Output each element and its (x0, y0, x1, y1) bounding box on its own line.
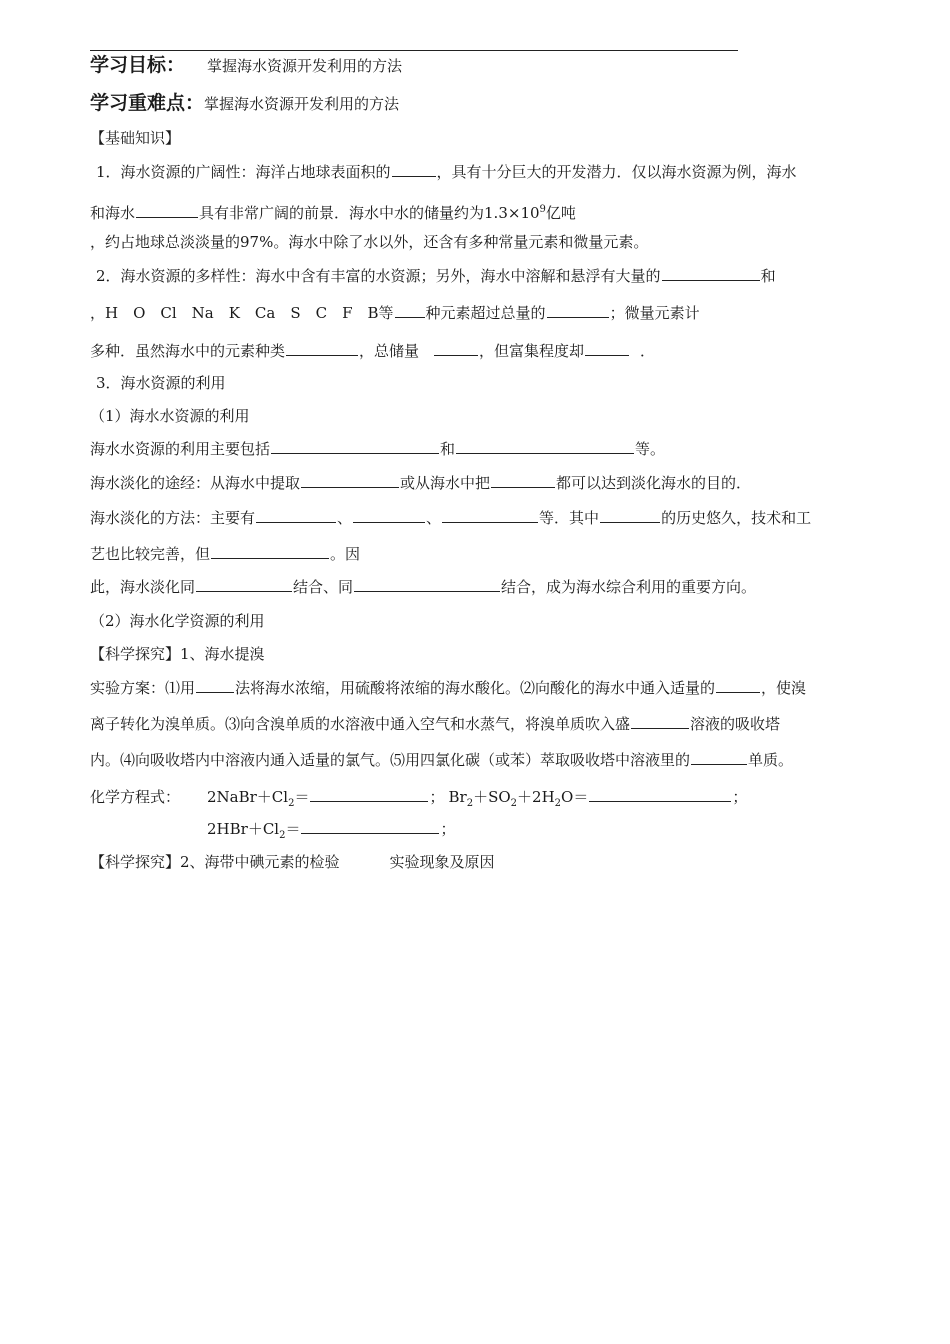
para-2-line-3: 多种．虽然海水中的元素种类 ，总储量 ，但富集程度却 ． (90, 342, 656, 360)
blank[interactable] (456, 438, 634, 454)
blank[interactable] (286, 340, 358, 356)
blank[interactable] (631, 713, 689, 729)
equation-line-1: 化学方程式： $2NaBr+Cl_2=$ ； $Br_2+SO_2+2H_2O=$ ； (90, 788, 748, 809)
key-text: 掌握海水资源开发利用的方法 (204, 95, 400, 113)
subsection-1-title: （1）海水水资源的利用 (90, 407, 250, 425)
blank[interactable] (354, 576, 500, 592)
explore-1-line-3: 内。⑷向吸收塔内中溶液内通入适量的氯气。⑸用四氯化碳（或苯）萃取吸收塔中溶液里的 单质。 (90, 751, 794, 769)
explore-2-title: 【科学探究】2、海带中碘元素的检验 (90, 853, 340, 871)
equation-line-2: $2HBr+Cl_2=$ ； (207, 820, 456, 841)
section-basic-title: 【基础知识】 (90, 129, 181, 147)
blank[interactable] (211, 543, 329, 559)
para-3: 3．海水资源的利用 (96, 374, 226, 392)
blank[interactable] (395, 302, 425, 318)
para-1-line-2: 和海水 具有非常广阔的前景．海水中水的储量约为$1.3\times 10^9$亿吨 (90, 204, 576, 222)
subsection-1-line-3: 海水淡化的方法：主要有 、 、 等．其中 的历史悠久，技术和工 (90, 509, 812, 527)
blank[interactable] (491, 472, 555, 488)
goal-label: 学习目标： (90, 54, 186, 76)
para-1-line-1: 1．海水资源的广阔性：海洋占地球表面积的 ，具有十分巨大的开发潜力．仅以海水资源为例，海水 (96, 163, 797, 181)
blank[interactable] (585, 340, 629, 356)
blank[interactable] (547, 302, 609, 318)
blank[interactable] (392, 161, 436, 177)
subsection-1-line-4: 艺也比较完善，但 。因 (90, 545, 361, 563)
explore-1-title: 【科学探究】1、海水提溴 (90, 645, 265, 663)
blank[interactable] (136, 202, 198, 218)
key-point-line (90, 92, 399, 115)
blank[interactable] (691, 749, 747, 765)
explore-2-right: 实验现象及原因 (389, 853, 495, 871)
para-2-line-2: ，H O Cl Na K Ca S C F B等 种元素超过总量的 ；微量元素计 (90, 304, 700, 322)
subsection-1-line-2: 海水淡化的途经：从海水中提取 或从海水中把 都可以达到淡化海水的目的． (90, 474, 752, 492)
blank[interactable] (353, 507, 425, 523)
explore-1-line-1: 实验方案：⑴用 法将海水浓缩，用硫酸将浓缩的海水酸化。⑵向酸化的海水中通入适量的 ，使溴 (90, 679, 807, 697)
goal-text: 掌握海水资源开发利用的方法 (207, 57, 403, 75)
blank[interactable] (196, 576, 292, 592)
key-label: 学习重难点： (90, 92, 205, 114)
explore-1-line-2: 离子转化为溴单质。⑶向含溴单质的水溶液中通入空气和水蒸气，将溴单质吹入盛 溶液的吸收塔 (90, 715, 781, 733)
blank[interactable] (662, 265, 760, 281)
subsection-1-line-5: 此，海水淡化同 结合、同 结合，成为海水综合利用的重要方向。 (90, 578, 757, 596)
blank[interactable] (271, 438, 439, 454)
blank[interactable] (589, 786, 731, 802)
subsection-2-title: （2）海水化学资源的利用 (90, 612, 265, 630)
blank[interactable] (310, 786, 428, 802)
blank[interactable] (196, 677, 234, 693)
blank[interactable] (600, 507, 660, 523)
explore-2-line (90, 851, 495, 873)
blank[interactable] (434, 340, 478, 356)
para-1-line-3: ，约占地球总淡淡量的97%。海水中除了水以外，还含有多种常量元素和微量元素。 (90, 233, 649, 251)
learning-goal-line (90, 54, 402, 77)
blank[interactable] (716, 677, 760, 693)
blank[interactable] (301, 472, 399, 488)
subsection-1-line-1: 海水水资源的利用主要包括 和 等。 (90, 440, 666, 458)
blank[interactable] (301, 818, 439, 834)
blank[interactable] (256, 507, 336, 523)
top-rule (90, 50, 738, 51)
para-2-line-1: 2．海水资源的多样性：海水中含有丰富的水资源；另外，海水中溶解和悬浮有大量的 和 (96, 267, 776, 285)
blank[interactable] (442, 507, 538, 523)
